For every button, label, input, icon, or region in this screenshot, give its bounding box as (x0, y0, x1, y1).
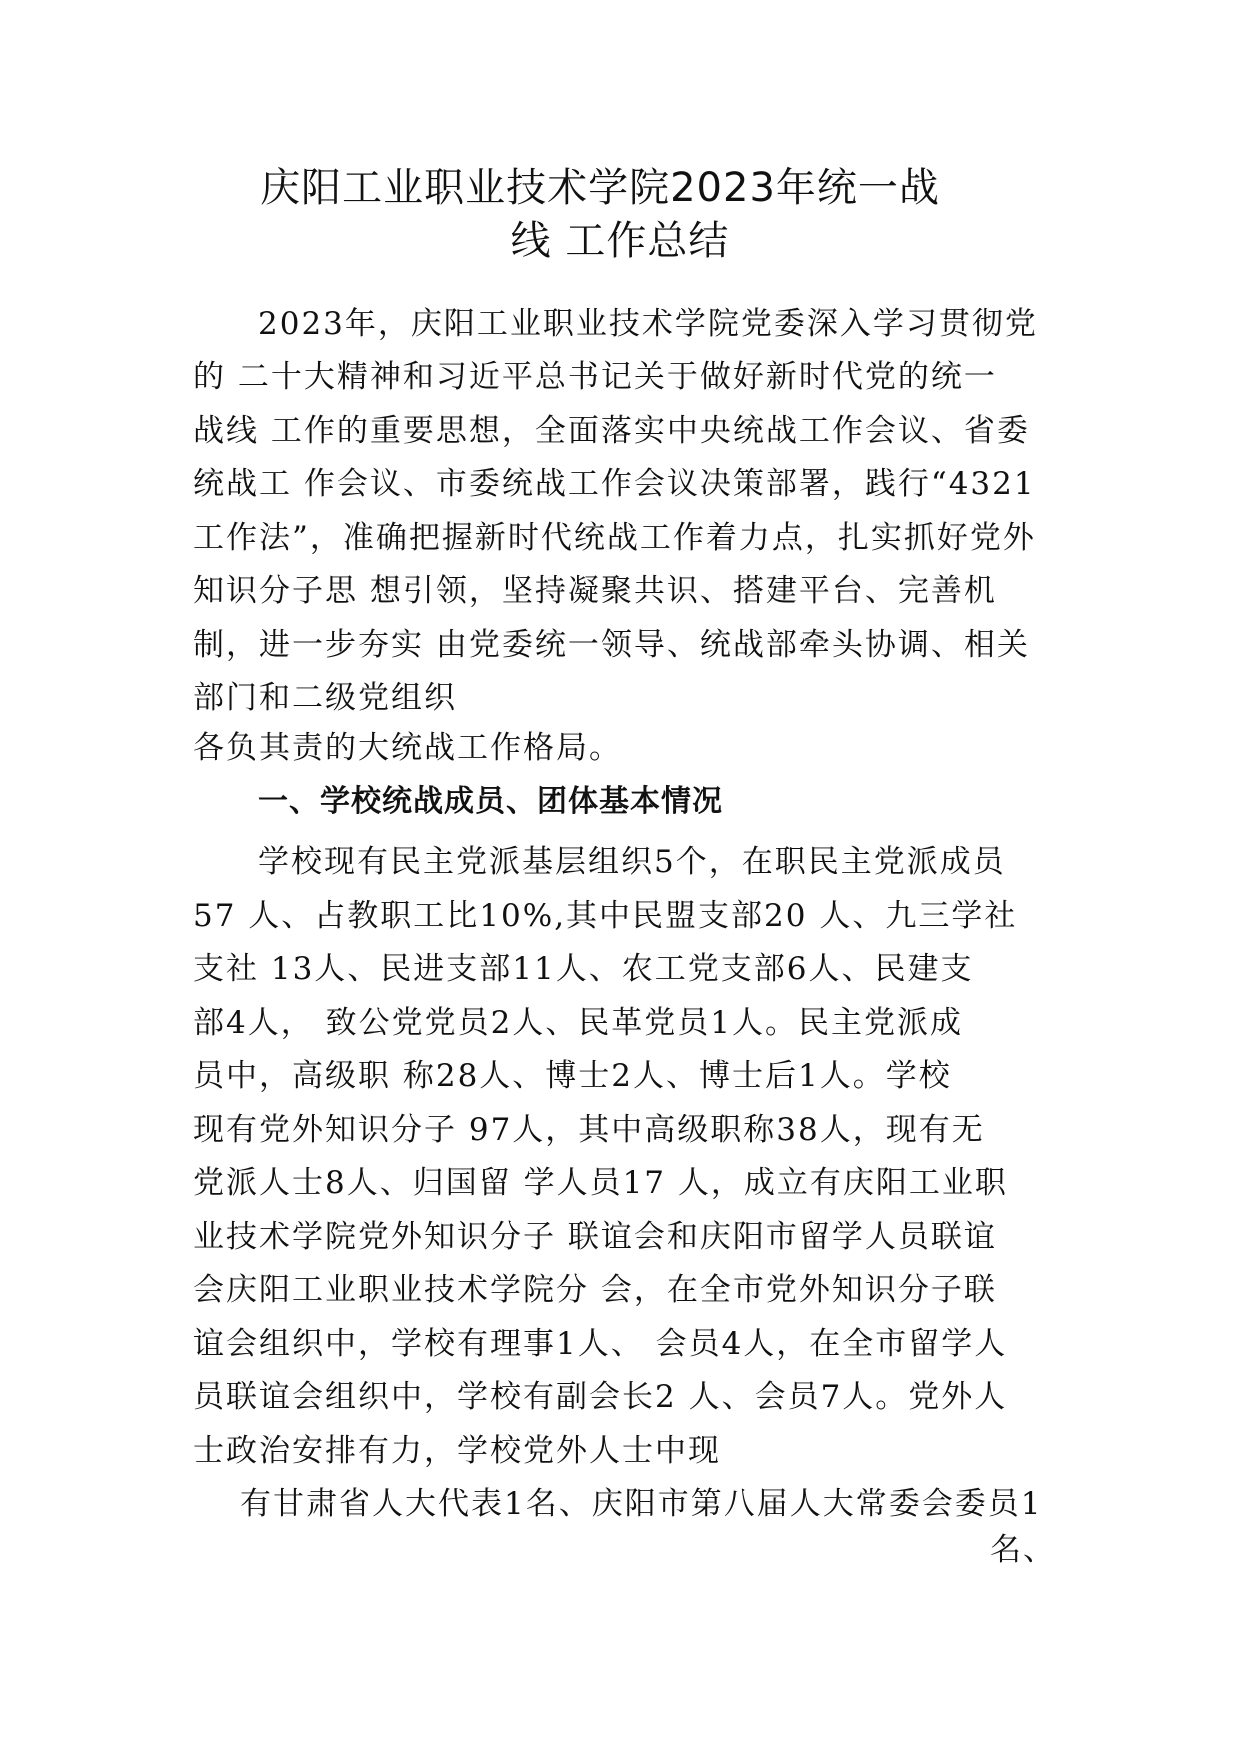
section-line: 部4人， 致公党党员2人、民革党员1人。民主党派成 (193, 1005, 964, 1041)
section-line: 名、 (990, 1532, 1056, 1568)
intro-line: 战线 工作的重要思想，全面落实中央统战工作会议、省委 (193, 413, 1030, 449)
intro-line: 各负其责的大统战工作格局。 (193, 730, 622, 766)
document-title-line-1: 庆阳工业职业技术学院2023年统一战 (260, 165, 940, 211)
section-line: 支社 13人、民进支部11人、农工党支部6人、民建支 (193, 951, 974, 987)
section-line: 现有党外知识分子 97人，其中高级职称38人，现有无 (193, 1112, 985, 1148)
section-heading: 一、学校统战成员、团体基本情况 (258, 784, 723, 819)
intro-line: 2023年，庆阳工业职业技术学院党委深入学习贯彻党 (258, 306, 1038, 342)
section-line: 员中，高级职 称28人、博士2人、博士后1人。学校 (193, 1058, 952, 1094)
section-line: 57 人、占教职工比10%,其中民盟支部20 人、九三学社 (193, 898, 1018, 934)
section-line: 员联谊会组织中，学校有副会长2 人、会员7人。党外人 (193, 1379, 1008, 1415)
intro-line: 知识分子思 想引领，坚持凝聚共识、搭建平台、完善机 (193, 573, 997, 609)
section-line: 会庆阳工业职业技术学院分 会，在全市党外知识分子联 (193, 1272, 997, 1308)
intro-line: 制，进一步夯实 由党委统一领导、统战部牵头协调、相关 (193, 627, 1030, 663)
section-line: 党派人士8人、归国留 学人员17 人，成立有庆阳工业职 (193, 1165, 1008, 1201)
section-line: 谊会组织中，学校有理事1人、 会员4人，在全市留学人 (193, 1326, 1008, 1362)
intro-line: 统战工 作会议、市委统战工作会议决策部署，践行“4321 (193, 466, 1036, 502)
intro-line: 部门和二级党组织 (193, 680, 457, 716)
section-line: 有甘肃省人大代表1名、庆阳市第八届人大常委会委员1 (240, 1486, 1043, 1522)
document-title-line-2: 线 工作总结 (510, 218, 730, 264)
section-line: 业技术学院党外知识分子 联谊会和庆阳市留学人员联谊 (193, 1219, 997, 1255)
intro-line: 的 二十大精神和习近平总书记关于做好新时代党的统一 (193, 359, 997, 395)
section-line: 士政治安排有力，学校党外人士中现 (193, 1433, 721, 1469)
section-line: 学校现有民主党派基层组织5个，在职民主党派成员 (258, 844, 1006, 880)
intro-line: 工作法”，准确把握新时代统战工作着力点，扎实抓好党外 (193, 520, 1036, 556)
